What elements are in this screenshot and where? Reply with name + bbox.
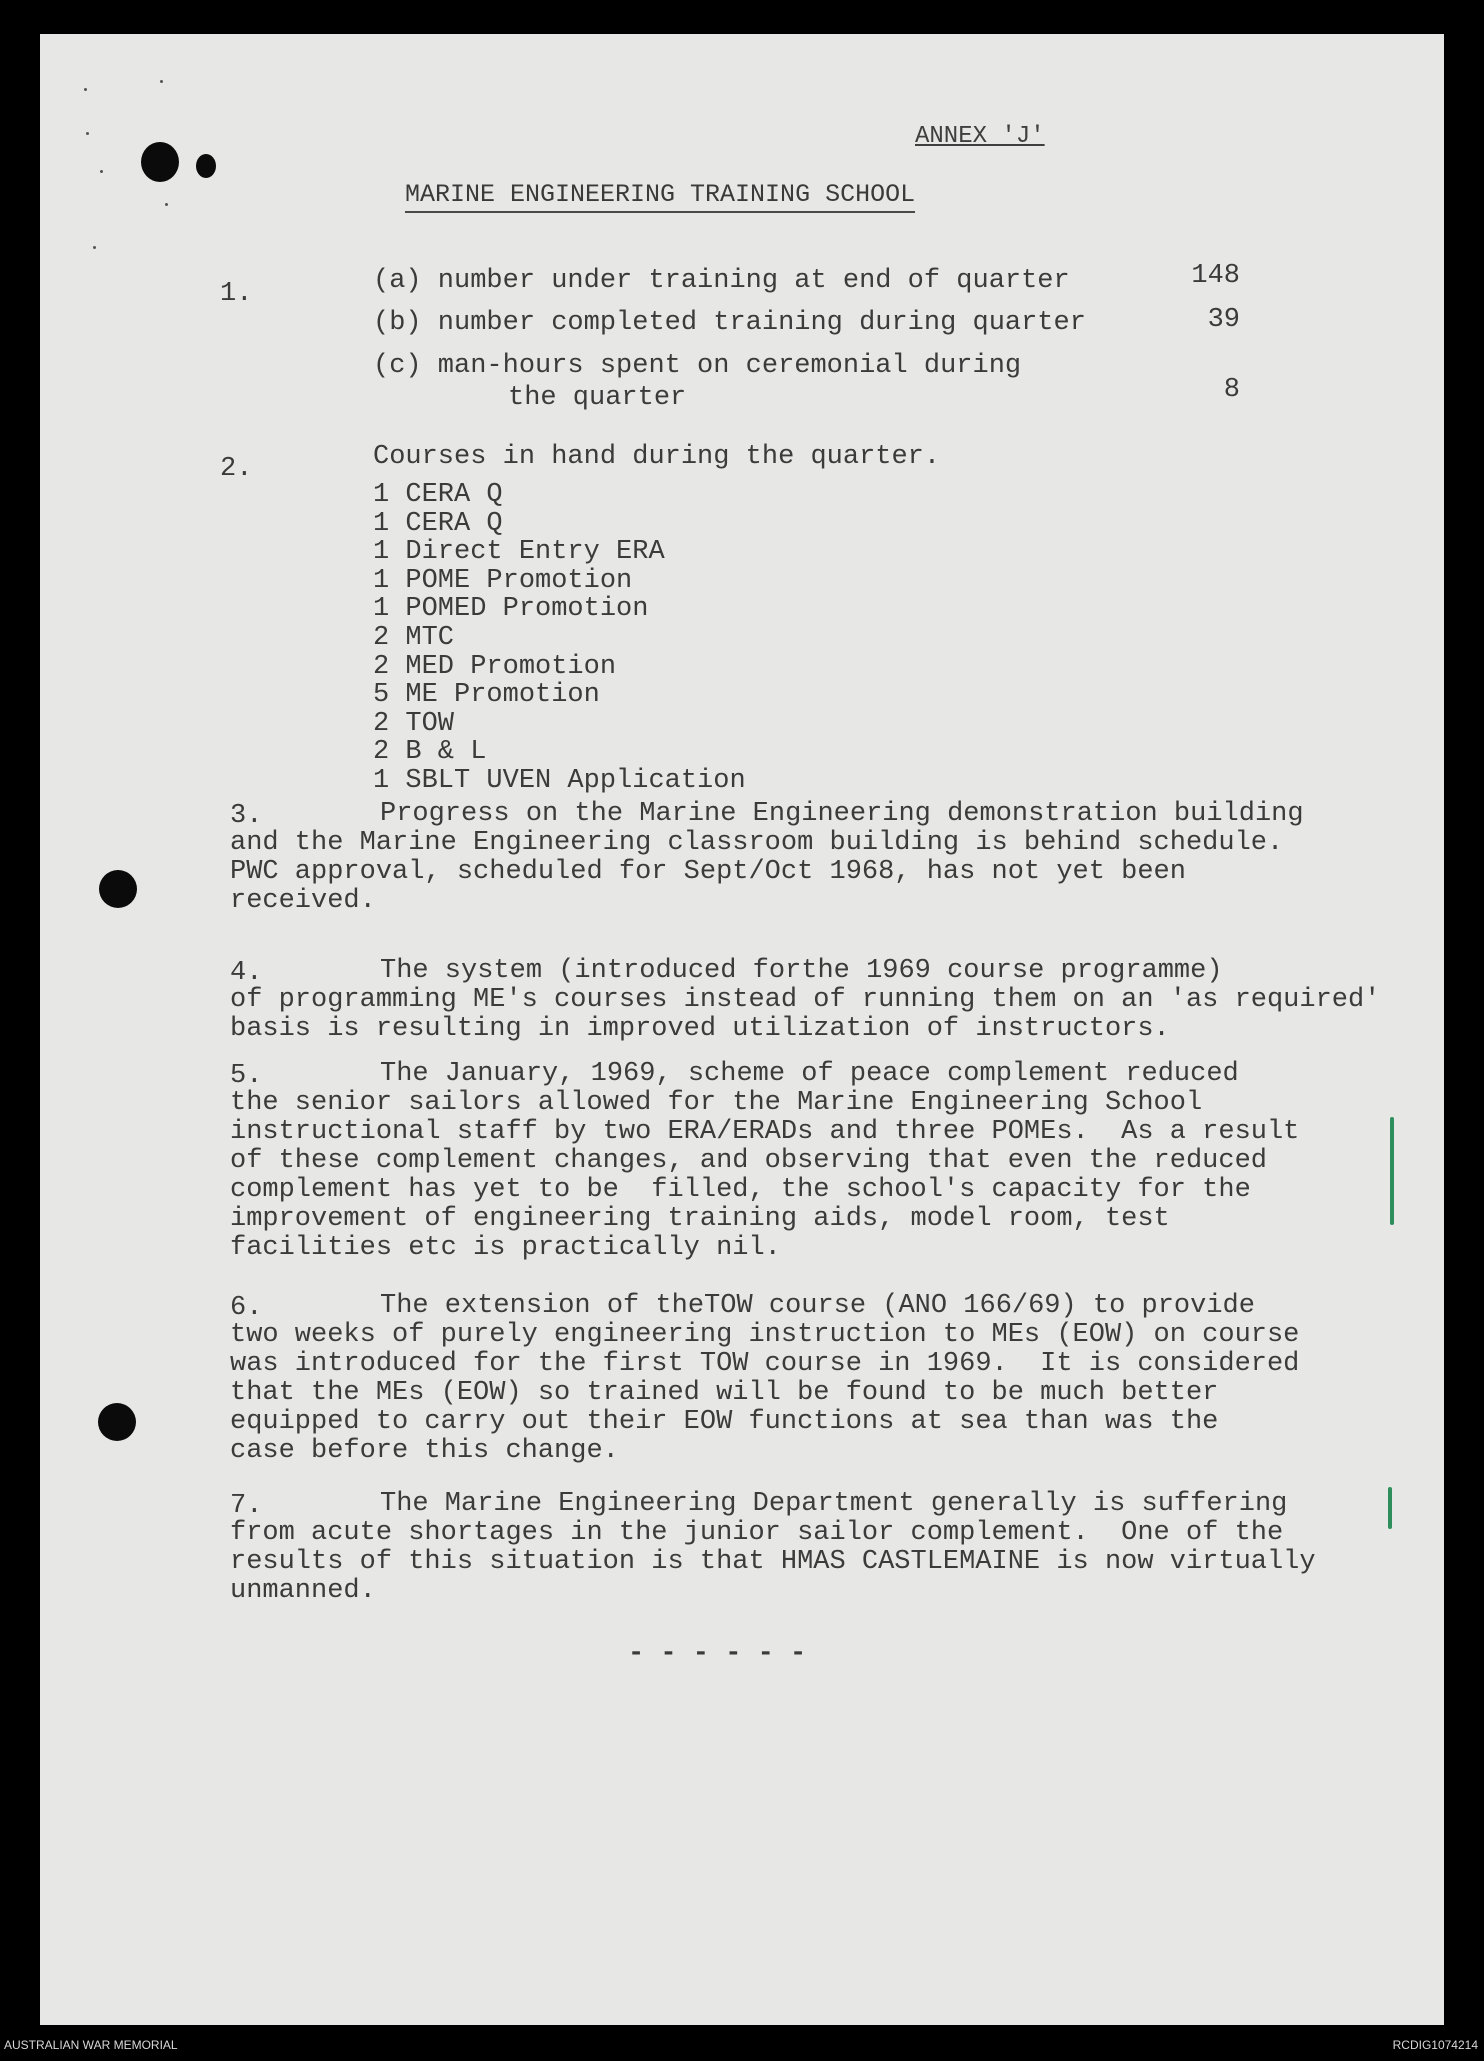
annex-label: ANNEX 'J' [915, 123, 1045, 150]
section-heading: Courses in hand during the quarter. [373, 442, 941, 472]
course-item: 1 SBLT UVEN Application [373, 766, 746, 796]
paragraph-line: improvement of engineering training aids, model room, test [230, 1204, 1170, 1234]
stat-label: (b) number completed training during quarter [373, 308, 1086, 338]
course-item: 2 TOW [373, 708, 455, 739]
paragraph-line: instructional staff by two ERA/ERADs and three POMEs. As a result [230, 1117, 1300, 1147]
punch-hole-top-small [196, 154, 216, 178]
punch-hole-top [141, 142, 179, 182]
course-item: 2 MTC [373, 623, 455, 653]
stat-value: 39 [1207, 305, 1240, 335]
paragraph-line: Progress on the Marine Engineering demonstration building [380, 799, 1304, 829]
course-item: 1 Direct Entry ERA [373, 537, 665, 568]
paragraph-line: from acute shortages in the junior sailor complement. One of the [230, 1518, 1284, 1548]
paragraph-line: results of this situation is that HMAS CASTLEMAINE is now virtually [230, 1547, 1316, 1577]
paragraph-line: received. [230, 886, 376, 916]
course-item: 1 POMED Promotion [373, 594, 649, 625]
paragraph-line: case before this change. [230, 1436, 619, 1466]
section-number: 2. [220, 454, 253, 484]
stat-label: (a) number under training at end of quarter [373, 266, 1070, 296]
punch-hole-bottom [98, 1403, 136, 1441]
paper-speck [160, 80, 163, 83]
paragraph-number: 6. [230, 1293, 263, 1323]
paragraph-number: 4. [230, 958, 263, 988]
paper-speck [86, 132, 89, 135]
paragraph-line: The Marine Engineering Department generally is suffering [380, 1489, 1288, 1519]
course-item: 1 CERA Q [373, 508, 503, 539]
paragraph-number: 3. [230, 801, 263, 831]
course-item: 1 POME Promotion [373, 565, 633, 596]
section-number: 1. [220, 279, 253, 309]
course-item: 1 CERA Q [373, 480, 503, 510]
course-item: 5 ME Promotion [373, 680, 600, 711]
paragraph-line: The extension of theTOW course (ANO 166/69) to provide [380, 1291, 1255, 1321]
paragraph-number: 7. [230, 1491, 263, 1521]
paragraph-line: equipped to carry out their EOW functions at sea than was the [230, 1407, 1219, 1437]
closing-rule: - - - - - - [628, 1639, 807, 1669]
stat-label-continued: the quarter [508, 383, 687, 413]
stat-value: 148 [1191, 261, 1240, 291]
paragraph-line: and the Marine Engineering classroom building is behind schedule. [230, 828, 1284, 858]
paragraph-line: The January, 1969, scheme of peace complement reduced [380, 1059, 1239, 1089]
margin-mark [1388, 1487, 1392, 1529]
paragraph-line: The system (introduced forthe 1969 course programme) [380, 956, 1223, 986]
paragraph-line: of these complement changes, and observing that even the reduced [230, 1146, 1267, 1176]
stat-label: (c) man-hours spent on ceremonial during [373, 351, 1022, 381]
paper-speck [93, 246, 96, 249]
footer-id: RCDIG1074214 [1392, 2038, 1478, 2052]
paragraph-line: two weeks of purely engineering instruction to MEs (EOW) on course [230, 1320, 1300, 1350]
paragraph-line: was introduced for the first TOW course in 1969. It is considered [230, 1349, 1300, 1379]
page-title: MARINE ENGINEERING TRAINING SCHOOL [405, 180, 915, 213]
paragraph-number: 5. [230, 1061, 263, 1091]
paragraph-line: facilities etc is practically nil. [230, 1233, 781, 1263]
paper-speck [84, 88, 87, 91]
paragraph-line: of programming ME's courses instead of running them on an 'as required' [230, 985, 1381, 1015]
paper-speck [165, 203, 168, 206]
margin-mark [1390, 1117, 1394, 1225]
paragraph-line: that the MEs (EOW) so trained will be found to be much better [230, 1378, 1219, 1408]
paragraph-line: unmanned. [230, 1576, 376, 1606]
punch-hole-middle [99, 870, 137, 908]
course-item: 2 MED Promotion [373, 651, 617, 682]
paragraph-line: basis is resulting in improved utilization of instructors. [230, 1014, 1170, 1044]
paragraph-line: the senior sailors allowed for the Marine Engineering School [230, 1088, 1203, 1118]
footer-credit: AUSTRALIAN WAR MEMORIAL [4, 2038, 178, 2052]
paragraph-line: complement has yet to be filled, the school's capacity for the [230, 1175, 1251, 1205]
paragraph-line: PWC approval, scheduled for Sept/Oct 1968, has not yet been [230, 857, 1186, 887]
course-item: 2 B & L [373, 737, 487, 768]
paper-speck [100, 170, 103, 173]
stat-value: 8 [1223, 375, 1240, 405]
